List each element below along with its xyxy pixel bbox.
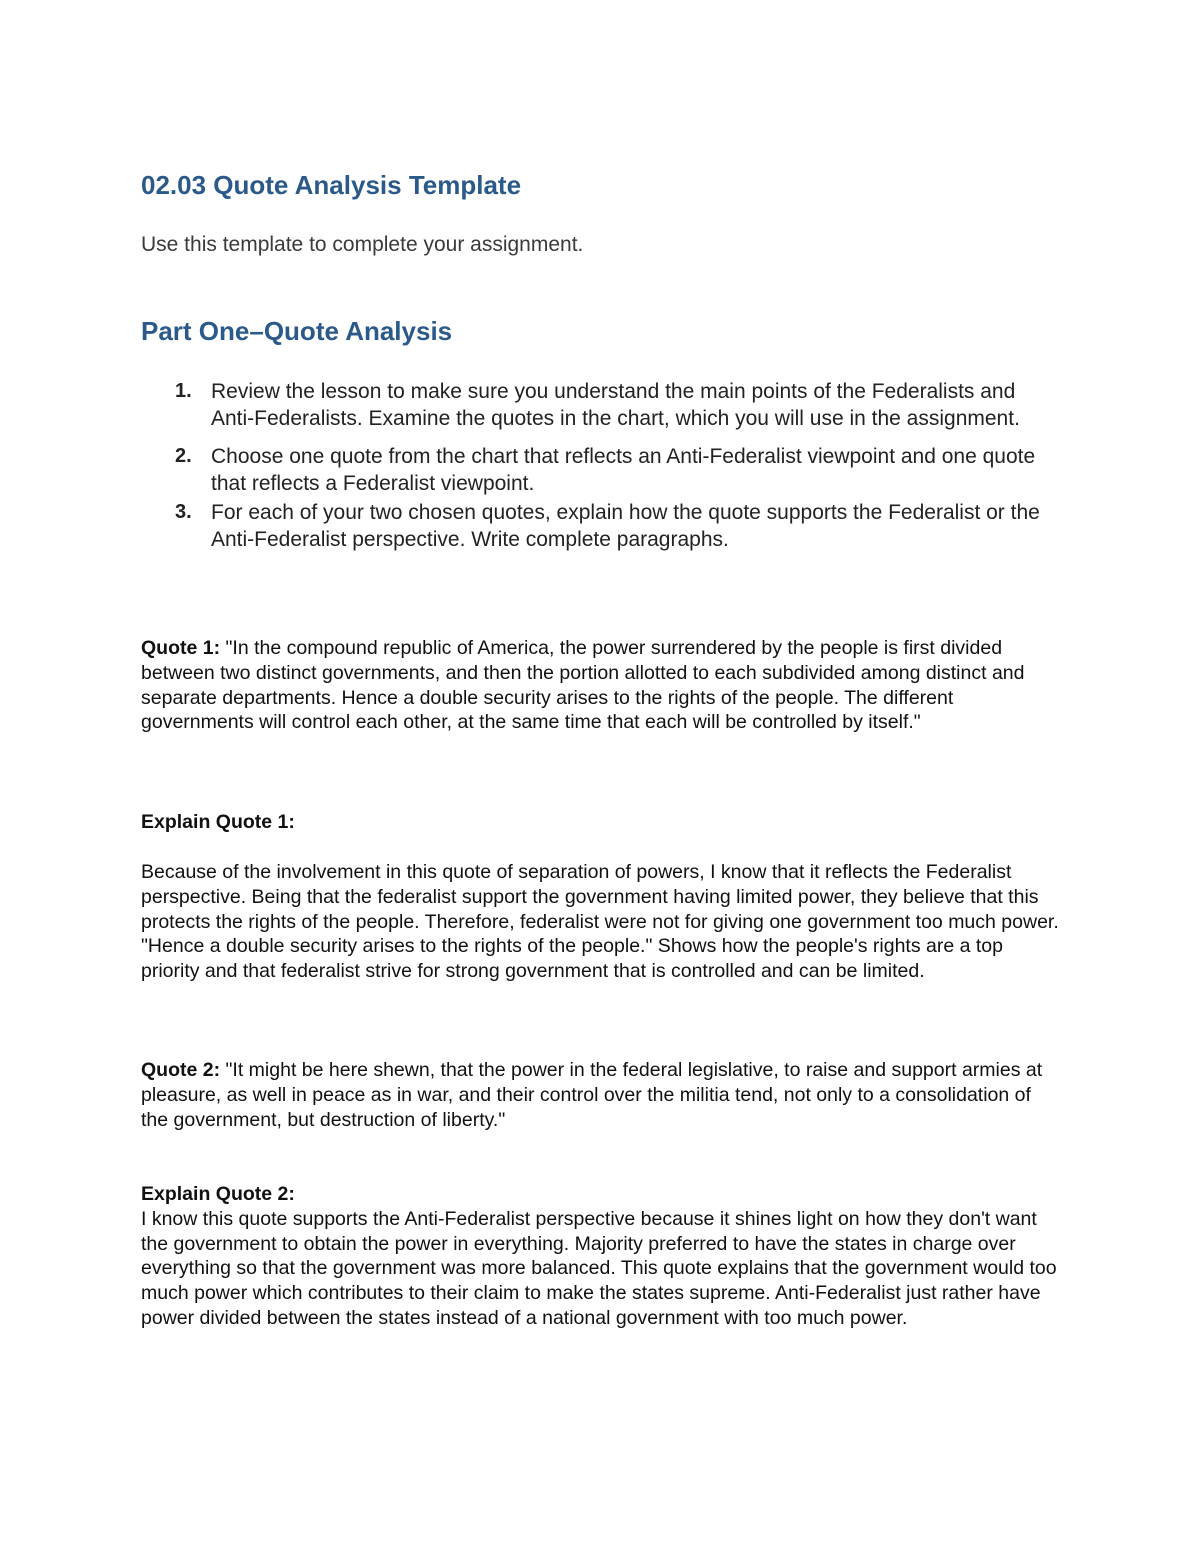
instruction-number: 3. — [175, 501, 192, 523]
quote-2-text: "It might be here shewn, that the power in the federal legislative, to raise and support armies at pleasure, as well in peace as in war, and their control over the militia tend, not only to a consolidation of the government, but destruction of liberty." — [141, 1059, 1043, 1131]
instruction-text: Review the lesson to make sure you understand the main points of the Federalists and Anti-Federalists. Examine the quotes in the chart, which you will use in the assignment. — [211, 380, 1020, 430]
instructions-list — [141, 378, 1041, 564]
quote-2 — [141, 1058, 1061, 1132]
explain-quote-1-text: Because of the involvement in this quote of separation of powers, I know that it reflects the Federalist perspective. Being that the federalist support the government having limited power, they believe that this protects the rights of the people. Therefore, federalist were not for giving one government too much power. "Hence a double security arises to the rights of the people." Shows how the people's rights are a top priority and that federalist strive for strong government that is controlled and can be limited. — [141, 861, 1059, 983]
intro-text: Use this template to complete your assignment. — [141, 233, 584, 256]
explain-quote-2-text: I know this quote supports the Anti-Federalist perspective because it shines light on how they don't want the government to obtain the power in everything. Majority preferred to have the states in charge over everything so that the government was more balanced. This quote explains that the government would too much power which contributes to their claim to make the states supreme. Anti-Federalist just rather have power divided between the states instead of a national government with too much power. — [141, 1207, 1057, 1329]
instruction-text: Choose one quote from the chart that reflects an Anti-Federalist viewpoint and one quote that reflects a Federalist viewpoint. — [211, 445, 1036, 495]
explain-quote-2-label: Explain Quote 2: — [141, 1183, 295, 1205]
quote-1-label: Quote 1: — [141, 637, 221, 659]
instruction-item — [141, 499, 1041, 553]
instruction-item — [141, 443, 1041, 497]
part-one-heading: Part One–Quote Analysis — [141, 316, 453, 346]
document-title: 02.03 Quote Analysis Template — [141, 170, 522, 200]
quote-1-text: "In the compound republic of America, the power surrendered by the people is first divided between two distinct governments, and then the portion allotted to each subdivided among distinct and separate departments. Hence a double security arises to the rights of the people. The different governments will control each other, at the same time that each will be controlled by itself." — [141, 637, 1025, 734]
quote-2-label: Quote 2: — [141, 1059, 221, 1081]
instruction-item — [141, 378, 1041, 432]
instruction-number: 1. — [175, 380, 192, 402]
instruction-number: 2. — [175, 445, 192, 467]
quote-1 — [141, 636, 1061, 735]
instruction-text: For each of your two chosen quotes, explain how the quote supports the Federalist or the Anti-Federalist perspective. Write complete paragraphs. — [211, 501, 1040, 551]
explain-quote-1-label: Explain Quote 1: — [141, 811, 295, 833]
explain-quote-2 — [141, 1182, 1061, 1331]
